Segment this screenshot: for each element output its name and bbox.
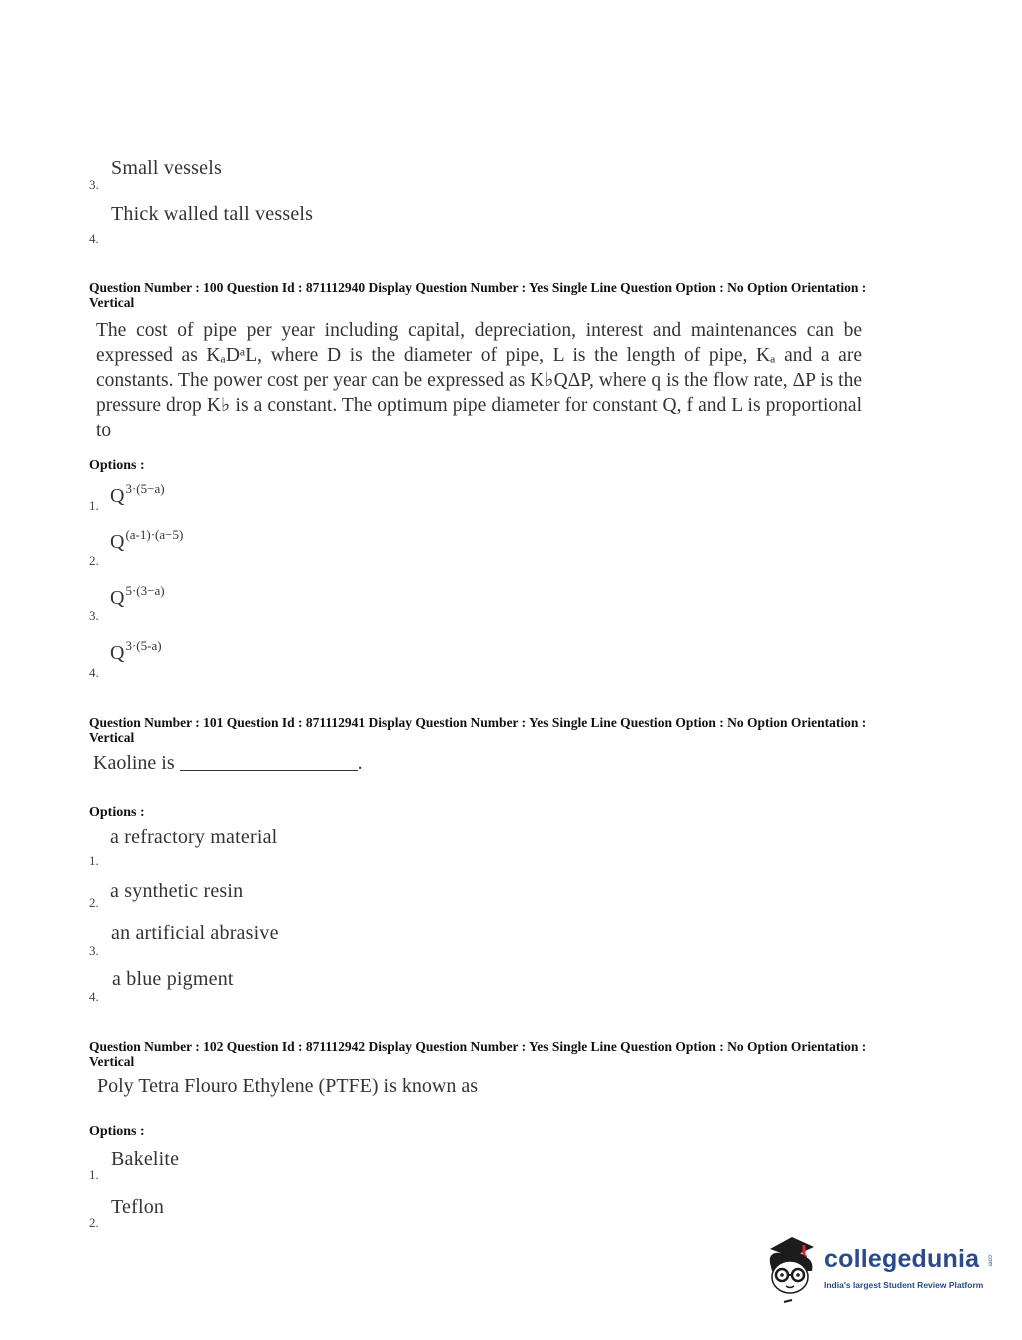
question-101-text-end: . — [357, 752, 363, 774]
formula-base: Q — [110, 531, 125, 553]
question-100-option-3-number: 3. — [89, 608, 99, 623]
question-100-text: The cost of pipe per year including capital, depreciation, interest and maintenances can be expressed as KₐDᵃL, where D is the diameter of pipe, L is the length of pipe, Kₐ and a are constants. The power cost per year can be expressed as K♭QΔP, where q is the flow rate, ΔP is the pressure drop K♭ is a constant. The optimum pipe diameter for constant Q, f and L is proportional to — [96, 320, 862, 441]
formula-exponent: 5·(3−a) — [125, 583, 165, 598]
logo-domain-suffix: .com — [986, 1253, 993, 1267]
prev-option-3-number: 3. — [89, 177, 99, 192]
question-101-option-2-number: 2. — [89, 895, 99, 910]
question-102-option-1-text: Bakelite — [111, 1148, 180, 1170]
question-101-options-label: Options : — [89, 805, 145, 820]
question-100-option-1 — [110, 481, 165, 508]
question-101-option-4-text: a blue pigment — [112, 968, 234, 990]
formula-exponent: 3·(5-a) — [125, 638, 162, 653]
question-102-text: Poly Tetra Flouro Ethylene (PTFE) is known as — [97, 1075, 478, 1097]
student-mascot-icon — [764, 1233, 824, 1305]
prev-option-4-text: Thick walled tall vessels — [111, 203, 314, 225]
logo-tagline: India's largest Student Review Platform — [824, 1280, 984, 1290]
question-102-option-2-text: Teflon — [111, 1196, 165, 1218]
formula-base: Q — [110, 587, 125, 609]
prev-option-4-number: 4. — [89, 231, 99, 246]
question-101-option-3-text: an artificial abrasive — [111, 922, 279, 944]
question-101-option-2-text: a synthetic resin — [110, 880, 244, 902]
formula-base: Q — [110, 642, 125, 664]
answer-blank — [180, 752, 358, 771]
question-100-meta: Question Number : 100 Question Id : 871112940 Display Question Number : Yes Single Line Question Option : No Option Orientation : Vertical — [89, 280, 867, 310]
question-101-option-1-text: a refractory material — [110, 826, 278, 848]
question-101-option-4-number: 4. — [89, 989, 99, 1004]
question-100-option-2-number: 2. — [89, 553, 99, 568]
question-101-text — [93, 751, 363, 776]
logo-brand-name: collegedunia — [824, 1245, 980, 1273]
question-100-option-2 — [110, 527, 183, 554]
question-101-text-start: Kaoline is — [93, 752, 175, 774]
question-102-options-label: Options : — [89, 1124, 145, 1139]
question-102-option-2-number: 2. — [89, 1215, 99, 1230]
question-100-options-label: Options : — [89, 458, 145, 473]
question-101-option-3-number: 3. — [89, 943, 99, 958]
collegedunia-logo[interactable] — [764, 1233, 994, 1305]
question-101-meta: Question Number : 101 Question Id : 871112941 Display Question Number : Yes Single Line Question Option : No Option Orientation : Vertical — [89, 715, 867, 745]
question-102-option-1-number: 1. — [89, 1167, 99, 1182]
question-100-option-4-number: 4. — [89, 665, 99, 680]
question-102-meta: Question Number : 102 Question Id : 871112942 Display Question Number : Yes Single Line Question Option : No Option Orientation : Vertical — [89, 1039, 867, 1069]
question-101-option-1-number: 1. — [89, 853, 99, 868]
question-100-option-3 — [110, 583, 165, 610]
question-100-option-4 — [110, 638, 162, 665]
prev-option-3-text: Small vessels — [111, 157, 222, 179]
formula-exponent: 3·(5−a) — [125, 481, 165, 496]
formula-exponent: (a-1)·(a−5) — [125, 527, 184, 542]
formula-base: Q — [110, 485, 125, 507]
question-100-option-1-number: 1. — [89, 498, 99, 513]
